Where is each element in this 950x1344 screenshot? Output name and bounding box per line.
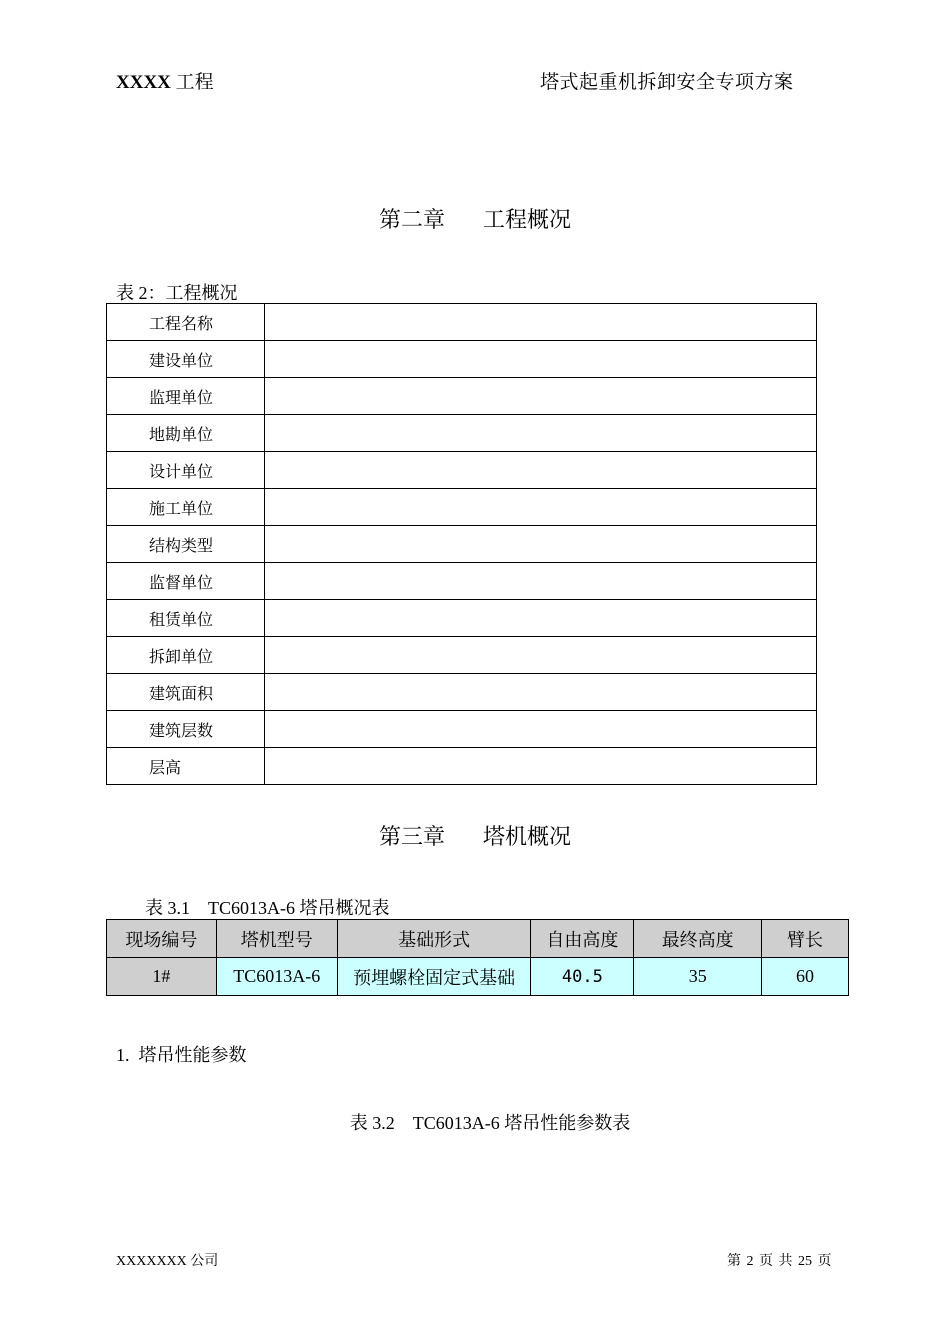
column-header: 塔机型号 xyxy=(216,920,337,958)
row-value xyxy=(265,674,817,711)
row-value xyxy=(265,415,817,452)
row-value xyxy=(265,378,817,415)
row-label: 租赁单位 xyxy=(107,600,265,637)
row-label: 工程名称 xyxy=(107,304,265,341)
table-row xyxy=(107,489,817,526)
row-label: 监督单位 xyxy=(107,563,265,600)
table-cell: 40.5 xyxy=(531,958,634,996)
section-1-heading: 1. 塔吊性能参数 xyxy=(116,1045,247,1065)
header-doc-title: 塔式起重机拆卸安全专项方案 xyxy=(540,72,794,93)
row-label: 施工单位 xyxy=(107,489,265,526)
row-label: 层高 xyxy=(107,748,265,785)
table-row xyxy=(107,378,817,415)
row-value xyxy=(265,563,817,600)
row-label: 结构类型 xyxy=(107,526,265,563)
footer-company: XXXXXXX 公司 xyxy=(116,1254,219,1269)
table-cell: 1# xyxy=(107,958,217,996)
row-label: 地勘单位 xyxy=(107,415,265,452)
table-row xyxy=(107,674,817,711)
chapter-3-number: 第三章 xyxy=(378,824,445,849)
column-header: 现场编号 xyxy=(107,920,217,958)
row-value xyxy=(265,600,817,637)
row-label: 建筑面积 xyxy=(107,674,265,711)
row-value xyxy=(265,526,817,563)
table-row xyxy=(107,637,817,674)
table-row xyxy=(107,600,817,637)
table-row xyxy=(107,415,817,452)
row-label: 监理单位 xyxy=(107,378,265,415)
table-row xyxy=(107,711,817,748)
chapter-2-heading xyxy=(0,203,950,234)
column-header: 基础形式 xyxy=(337,920,531,958)
column-header: 最终高度 xyxy=(634,920,762,958)
row-label: 拆卸单位 xyxy=(107,637,265,674)
row-value xyxy=(265,452,817,489)
table-cell: 35 xyxy=(634,958,762,996)
column-header: 自由高度 xyxy=(531,920,634,958)
column-header: 臂长 xyxy=(762,920,849,958)
table-row xyxy=(107,748,817,785)
table-3-1-caption: 表 3.1 TC6013A-6 塔吊概况表 xyxy=(145,898,390,918)
header-project: XXXX 工程 xyxy=(116,72,214,93)
row-label: 建筑层数 xyxy=(107,711,265,748)
table-row xyxy=(107,563,817,600)
table-row xyxy=(107,341,817,378)
row-value xyxy=(265,304,817,341)
chapter-2-title: 工程概况 xyxy=(483,207,572,232)
crane-overview-table xyxy=(106,919,849,996)
table-3-2-caption: 表 3.2 TC6013A-6 塔吊性能参数表 xyxy=(349,1113,631,1133)
table-2-caption: 表 2：工程概况 xyxy=(116,283,238,303)
table-row xyxy=(107,304,817,341)
row-label: 建设单位 xyxy=(107,341,265,378)
chapter-3-title: 塔机概况 xyxy=(483,824,572,849)
row-value xyxy=(265,711,817,748)
table-cell: 预埋螺栓固定式基础 xyxy=(337,958,531,996)
table-cell: 60 xyxy=(762,958,849,996)
row-value xyxy=(265,489,817,526)
row-value xyxy=(265,748,817,785)
project-overview-table xyxy=(106,303,817,785)
row-value xyxy=(265,637,817,674)
chapter-2-number: 第二章 xyxy=(378,207,445,232)
row-label: 设计单位 xyxy=(107,452,265,489)
footer-page-number: 第 2 页 共 25 页 xyxy=(727,1254,832,1269)
table-row xyxy=(107,526,817,563)
row-value xyxy=(265,341,817,378)
chapter-3-heading xyxy=(0,820,950,851)
table-cell: TC6013A-6 xyxy=(216,958,337,996)
table-row xyxy=(107,452,817,489)
